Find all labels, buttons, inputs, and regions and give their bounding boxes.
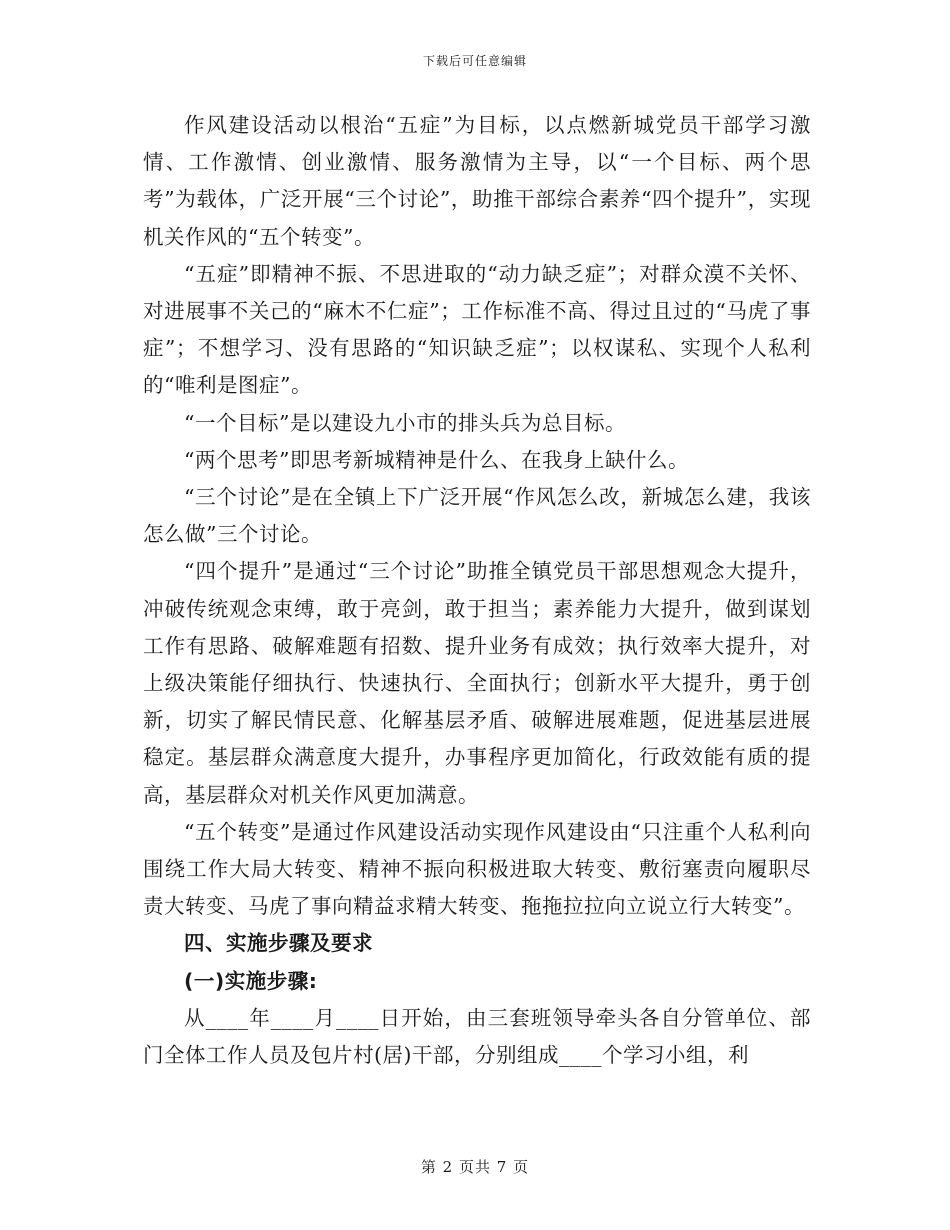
paragraph-two-thoughts: “两个思考”即思考新城精神是什么、在我身上缺什么。 [184, 447, 689, 472]
paragraph-five-changes: “五个转变”是通过作风建设活动实现作风建设由“只注重个人私利向围绕工作大局大转变、精神不振向积极进取大转变、敷衍塞责向履职尽责大转变、马虎了事向精益求精大转变、拖拖拉拉向立说立行大转变”。 [143, 819, 811, 919]
page-header: 下载后可任意编辑 [422, 54, 527, 68]
paragraph-five-symptoms: “五症”即精神不振、不思进取的“动力缺乏症”；对群众漠不关怀、对进展事不关己的“麻木不仁症”；工作标准不高、得过且过的“马虎了事症”；不想学习、没有思路的“知识缺乏症”；以权谋私、实现个人私利的“唯利是图症”。 [143, 261, 811, 398]
page-footer: 第 2 页共 7 页 [420, 1158, 530, 1176]
paragraph-four-improvements: “四个提升”是通过“三个讨论”助推全镇党员干部思想观念大提升，冲破传统观念束缚，敢于亮剑，敢于担当；素养能力大提升，做到谋划工作有思路、破解难题有招数、提升业务有成效；执行效率大提升，对上级决策能仔细执行、快速执行、全面执行；创新水平大提升，勇于创新，切实了解民情民意、化解基层矛盾、破解进展难题，促进基层进展稳定。基层群众满意度大提升，办事程序更加简化，行政效能有质的提高，基层群众对机关作风更加满意。 [143, 559, 811, 807]
paragraph-steps: 从____年____月____日开始，由三套班领导牵头各自分管单位、部门全体工作人员及包片村(居)干部，分别组成____个学习小组，利 [143, 1005, 811, 1068]
document-body [143, 107, 811, 1074]
subsection-heading-steps: (一)实施步骤: [184, 968, 318, 993]
paragraph-one-goal: “一个目标”是以建设九小市的排头兵为总目标。 [184, 410, 626, 435]
paragraph-three-discussions: “三个讨论”是在全镇上下广泛开展“作风怎么改，新城怎么建，我该怎么做”三个讨论。 [143, 485, 811, 547]
paragraph-overview: 作风建设活动以根治“五症”为目标，以点燃新城党员干部学习激情、工作激情、创业激情、服务激情为主导，以“一个目标、两个思考”为载体，广泛开展“三个讨论”，助推干部综合素养“四个提升”，实现机关作风的“五个转变”。 [143, 113, 811, 249]
section-heading-implementation: 四、实施步骤及要求 [184, 931, 373, 956]
